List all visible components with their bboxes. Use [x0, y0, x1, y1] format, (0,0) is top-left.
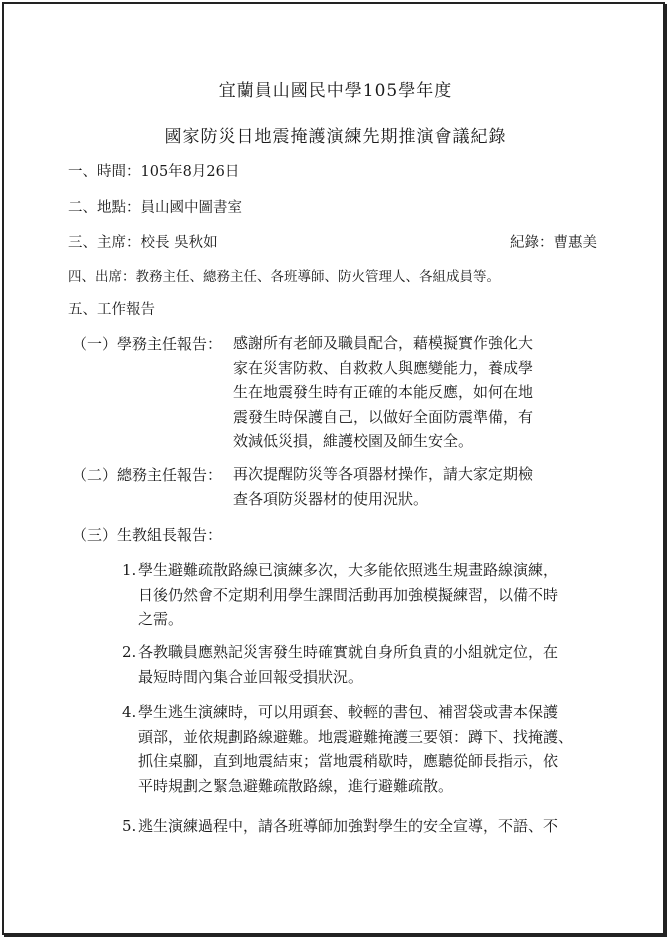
- life-education-label: （三）生教組長報告：: [72, 526, 223, 544]
- item-line: 日後仍然會不定期利用學生課間活動再加強模擬練習，以備不時: [138, 585, 559, 604]
- item-line: 學生逃生演練時，可以用頭套、較輕的書包、補習袋或書本保護: [138, 703, 559, 721]
- item-line: 抓住桌腳，直到地震結束；當地震稍歇時，應聽從師長指示，依: [138, 752, 559, 770]
- document-page: [2, 2, 665, 935]
- item-number: 4.: [122, 703, 137, 721]
- item-line: 學生避難疏散路線已演練多次，大多能依照逃生規畫路線演練，: [138, 561, 559, 579]
- item-line: 之需。: [138, 610, 184, 628]
- report-line: 查各項防災器材的使用況狀。: [233, 489, 429, 508]
- list-item: [138, 558, 628, 632]
- meeting-recorder: 紀錄：曹惠美: [510, 235, 597, 251]
- report-line: 再次提醒防災等各項器材操作，請大家定期檢: [233, 465, 534, 483]
- item-line: 逃生演練過程中，請各班導師加強對學生的安全宣導，不語、不: [138, 817, 559, 835]
- work-report-heading: 五、工作報告: [68, 302, 155, 318]
- student-affairs-report: [233, 331, 633, 454]
- meeting-chair: 三、主席：校長 吳秋如: [68, 235, 218, 251]
- item-line: 頭部，並依規劃路線避難。地震避難掩護三要領：蹲下、找掩護、: [138, 727, 574, 746]
- report-line: 感謝所有老師及職員配合，藉模擬實作強化大: [233, 334, 534, 352]
- item-line: 各教職員應熟記災害發生時確實就自身所負責的小組就定位，在: [138, 643, 559, 661]
- report-line: 生在地震發生時有正確的本能反應，如何在地: [233, 383, 534, 401]
- general-affairs-report: [233, 462, 633, 511]
- item-line: 最短時間內集合並回報受損狀況。: [138, 667, 364, 686]
- list-item: [138, 814, 628, 839]
- document-title-line1: 宜蘭員山國民中學105學年度: [218, 81, 453, 101]
- item-number: 1.: [122, 561, 137, 579]
- item-line: 平時規劃之緊急避難疏散路線，進行避難疏散。: [138, 776, 454, 795]
- general-affairs-label: （二）總務主任報告：: [72, 466, 223, 484]
- list-item: [138, 640, 628, 689]
- meeting-place: 二、地點：員山國中圖書室: [68, 200, 242, 216]
- document-title-line2: 國家防災日地震掩護演練先期推演會議紀錄: [164, 127, 507, 147]
- report-line: 震發生時保護自己，以做好全面防震準備，有: [233, 407, 534, 426]
- item-number: 5.: [122, 817, 137, 835]
- list-item: [138, 700, 628, 798]
- report-line: 家在災害防救、自救救人與應變能力，養成學: [233, 358, 534, 377]
- item-number: 2.: [122, 643, 137, 661]
- student-affairs-label: （一）學務主任報告：: [72, 335, 223, 353]
- meeting-time: 一、時間：105年8月26日: [68, 164, 240, 180]
- report-line: 效減低災損，維護校園及師生安全。: [233, 432, 474, 450]
- meeting-attendees: 四、出席：教務主任、總務主任、各班導師、防火管理人、各組成員等。: [68, 269, 500, 285]
